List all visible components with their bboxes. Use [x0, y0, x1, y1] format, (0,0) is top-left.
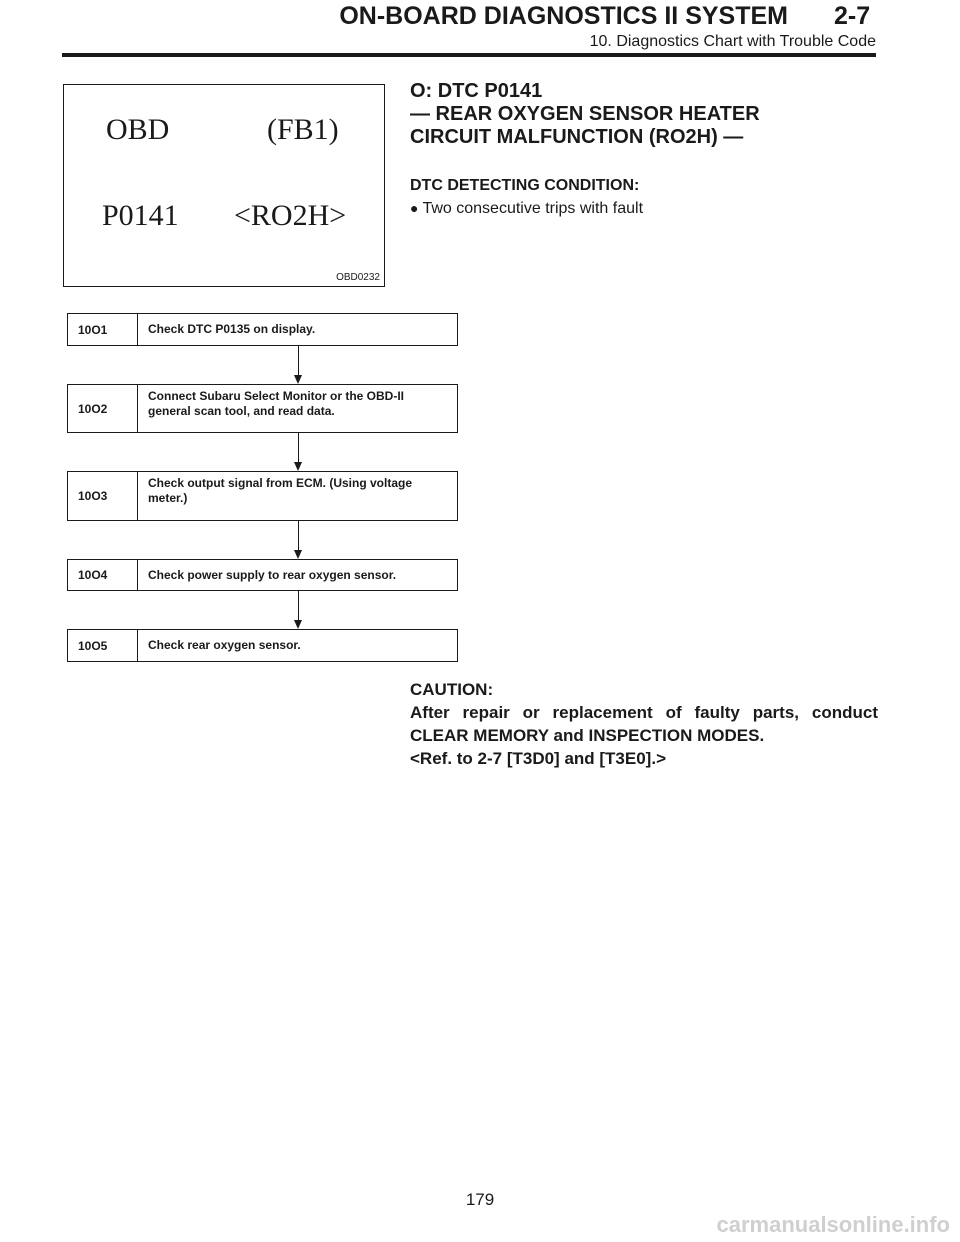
- step-text: Check rear oxygen sensor.: [148, 638, 301, 652]
- step-text: Check DTC P0135 on display.: [148, 322, 316, 336]
- page-number: 179: [465, 1190, 495, 1209]
- step-code: 10O3: [68, 472, 138, 520]
- caution-block: [410, 678, 878, 770]
- step-code: 10O1: [68, 314, 138, 345]
- section-number: 2-7: [834, 2, 871, 30]
- flow-connector: [298, 346, 299, 375]
- condition-label: DTC DETECTING CONDITION:: [410, 177, 640, 194]
- flow-step-4: [67, 559, 458, 591]
- caution-line-3: <Ref. to 2-7 [T3D0] and [T3E0].>: [410, 749, 666, 768]
- figure-id: OBD0232: [336, 272, 380, 283]
- flow-connector: [298, 591, 299, 620]
- heading-line-2: — REAR OXYGEN SENSOR HEATER: [410, 103, 760, 125]
- heading-line-3: CIRCUIT MALFUNCTION (RO2H) —: [410, 126, 744, 148]
- step-text: Check power supply to rear oxygen sensor.: [148, 567, 397, 582]
- condition-item-text: Two consecutive trips with fault: [422, 200, 644, 217]
- figure-ro2h-label: <RO2H>: [234, 199, 347, 232]
- arrow-down-icon: [294, 620, 302, 629]
- step-code: 10O4: [68, 560, 138, 590]
- arrow-down-icon: [294, 462, 302, 471]
- caution-line-2: CLEAR MEMORY and INSPECTION MODES.: [410, 726, 765, 745]
- caution-label: CAUTION:: [410, 680, 494, 699]
- caution-line-1: After repair or replacement of faulty parts, conduct: [410, 703, 878, 722]
- obd-display-figure: [63, 84, 385, 287]
- heading-line-1: O: DTC P0141: [410, 80, 543, 102]
- header-subtitle: 10. Diagnostics Chart with Trouble Code: [589, 33, 876, 50]
- flow-step-5: [67, 629, 458, 662]
- condition-item: [410, 200, 643, 218]
- arrow-down-icon: [294, 550, 302, 559]
- dtc-heading: [410, 80, 760, 149]
- arrow-down-icon: [294, 375, 302, 384]
- flow-step-3: [67, 471, 458, 521]
- figure-fb1-label: (FB1): [267, 113, 339, 146]
- flow-connector: [298, 433, 299, 462]
- watermark: carmanualsonline.info: [716, 1212, 950, 1237]
- header-rule: [62, 53, 876, 57]
- flow-connector: [298, 521, 299, 550]
- flow-step-2: [67, 384, 458, 433]
- step-text: Connect Subaru Select Monitor or the OBD-II general scan tool, and read data.: [148, 389, 405, 418]
- header-title: ON-BOARD DIAGNOSTICS II SYSTEM: [339, 2, 788, 30]
- figure-obd-label: OBD: [106, 113, 170, 146]
- step-text: Check output signal from ECM. (Using voltage meter.): [148, 476, 413, 505]
- step-code: 10O5: [68, 630, 138, 661]
- flow-step-1: [67, 313, 458, 346]
- step-code: 10O2: [68, 385, 138, 432]
- figure-dtc-code: P0141: [102, 199, 179, 232]
- bullet-icon: ●: [410, 200, 419, 216]
